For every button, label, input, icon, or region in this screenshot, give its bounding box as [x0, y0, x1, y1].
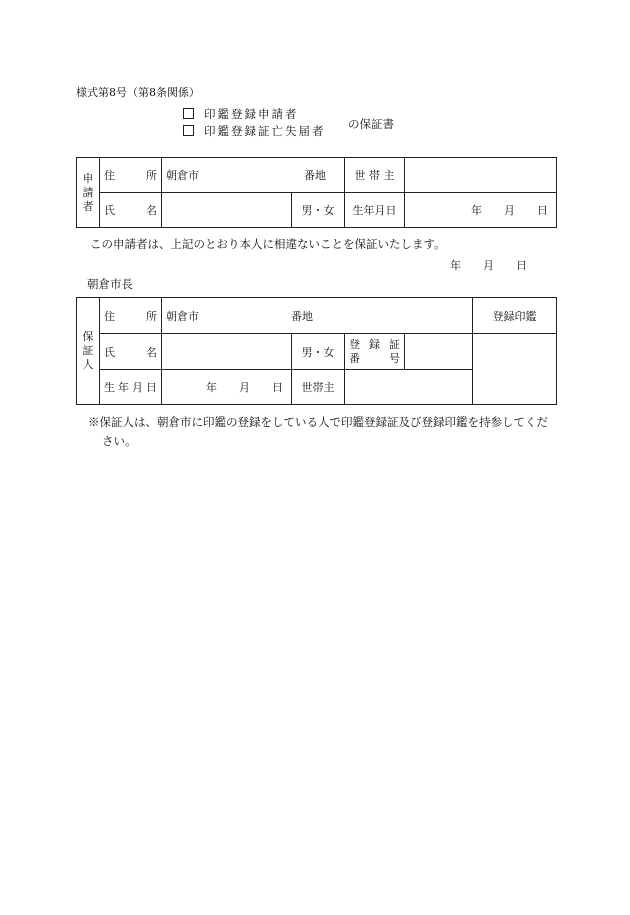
applicant-dob-field[interactable]: 年 月 日: [405, 193, 557, 228]
applicant-household-head-label: 世 帯 主: [345, 158, 405, 193]
guarantor-reg-card-field[interactable]: [405, 334, 473, 370]
guarantor-seal-label: 登録印鑑: [473, 298, 557, 334]
applicant-household-head-field[interactable]: [405, 158, 557, 193]
applicant-name-label: 氏 名: [100, 193, 162, 228]
guarantor-seal-field[interactable]: [473, 334, 557, 405]
note-line-1: ※保証人は、朝倉市に印鑑の登録をしている人で印鑑登録証及び登録印鑑を持参してくだ: [88, 415, 548, 429]
guarantor-dob-field[interactable]: 年 月 日: [162, 370, 292, 405]
option-applicant-label: 印鑑登録申請者: [204, 107, 299, 121]
applicant-dob-label: 生年月日: [345, 193, 405, 228]
form-number: 様式第8号（第8条関係）: [76, 86, 200, 99]
guarantor-household-head-label: 世帯主: [292, 370, 345, 405]
note-line-2: さい。: [102, 434, 137, 448]
guarantor-address-field[interactable]: 朝倉市 番地: [162, 298, 473, 334]
document-title-suffix: の保証書: [348, 117, 394, 131]
guarantor-sex[interactable]: 男・女: [292, 334, 345, 370]
guarantor-name-field[interactable]: [162, 334, 292, 370]
checkbox-loss-notifier[interactable]: [183, 125, 194, 136]
addressee: 朝倉市長: [87, 277, 133, 291]
option-applicant[interactable]: [183, 106, 299, 122]
certification-date[interactable]: 年 月 日: [450, 259, 527, 272]
guarantor-name-label: 氏 名: [100, 334, 162, 370]
certification-text: この申請者は、上記のとおり本人に相違ないことを保証いたします。: [90, 237, 446, 251]
applicant-sex[interactable]: 男・女: [292, 193, 345, 228]
guarantor-section-label: 保 証 人: [77, 298, 100, 405]
guarantor-note: [88, 413, 558, 451]
applicant-table: [76, 157, 557, 228]
applicant-address-label: 住 所: [100, 158, 162, 193]
guarantor-table: [76, 297, 557, 405]
option-loss-notifier[interactable]: [183, 123, 326, 139]
checkbox-applicant[interactable]: [183, 108, 194, 119]
applicant-name-field[interactable]: [162, 193, 292, 228]
option-loss-notifier-label: 印鑑登録証亡失届者: [204, 124, 326, 138]
applicant-address-field[interactable]: 朝倉市 番地: [162, 158, 345, 193]
guarantor-address-label: 住 所: [100, 298, 162, 334]
guarantor-dob-label: 生年月日: [100, 370, 162, 405]
guarantor-reg-card-label: 登 録 証 番 号: [345, 334, 405, 370]
guarantor-household-head-field[interactable]: [345, 370, 473, 405]
applicant-section-label: 申 請 者: [77, 158, 100, 228]
